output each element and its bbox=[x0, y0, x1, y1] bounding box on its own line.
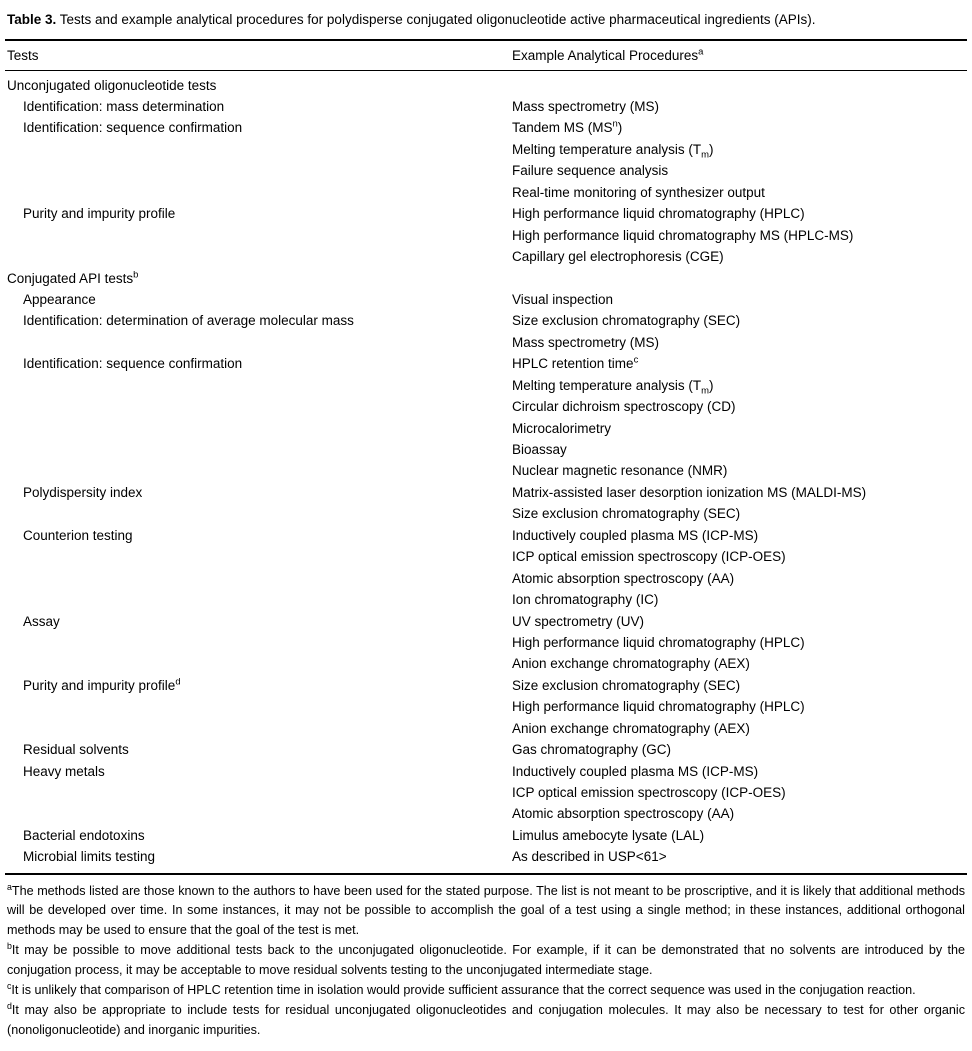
test-cell: Bacterial endotoxins bbox=[23, 827, 145, 843]
procedure-cell: Inductively coupled plasma MS (ICP-MS) bbox=[512, 527, 759, 543]
test-cell: Identification: sequence confirmation bbox=[23, 120, 243, 136]
procedure-cell: HPLC retention time$^c$ bbox=[512, 354, 639, 372]
table-row bbox=[5, 504, 967, 525]
procedure-cell: Melting temperature analysis $(T_m)$ bbox=[512, 377, 714, 397]
test-cell bbox=[5, 632, 510, 653]
procedure-cell bbox=[510, 70, 967, 96]
procedure-cell: Size exclusion chromatography (SEC) bbox=[512, 677, 741, 693]
test-cell: Assay bbox=[23, 613, 60, 629]
procedure-cell: Bioassay bbox=[512, 442, 567, 457]
table-row bbox=[5, 761, 967, 782]
header-row bbox=[5, 40, 967, 71]
table-row bbox=[5, 697, 967, 718]
procedure-cell: Melting temperature analysis $(T_m)$ bbox=[512, 141, 714, 161]
table-row bbox=[5, 246, 967, 267]
table-number: Table 3. bbox=[7, 12, 57, 27]
test-cell bbox=[5, 225, 510, 246]
footnote bbox=[7, 1001, 965, 1041]
table-row bbox=[5, 332, 967, 353]
procedure-cell: Microcalorimetry bbox=[512, 420, 612, 436]
table-row bbox=[5, 311, 967, 332]
test-cell: Polydispersity index bbox=[23, 484, 143, 500]
table-row bbox=[5, 268, 967, 289]
procedure-cell: Gas chromatography (GC) bbox=[512, 742, 672, 758]
procedure-cell: Matrix-assisted laser desorption ionization MS (MALDI-MS) bbox=[512, 484, 867, 500]
table-row bbox=[5, 825, 967, 846]
procedure-cell: Size exclusion chromatography (SEC) bbox=[512, 313, 741, 329]
procedure-cell: As described in USP<61> bbox=[512, 849, 667, 865]
procedure-cell: Mass spectrometry (MS) bbox=[512, 99, 660, 114]
footnote-marker: a bbox=[7, 881, 12, 892]
table-header bbox=[5, 40, 967, 71]
table-row bbox=[5, 804, 967, 825]
test-cell bbox=[5, 375, 510, 396]
table-row bbox=[5, 654, 967, 675]
table-caption bbox=[5, 8, 967, 39]
table-row bbox=[5, 118, 967, 139]
procedure-cell: Capillary gel electrophoresis (CGE) bbox=[512, 249, 724, 265]
table-row bbox=[5, 225, 967, 246]
column-header-tests: Tests bbox=[5, 40, 510, 71]
procedure-cell: Anion exchange chromatography (AEX) bbox=[512, 720, 750, 736]
table-row bbox=[5, 782, 967, 803]
test-cell: Appearance bbox=[23, 291, 96, 307]
test-cell bbox=[5, 246, 510, 267]
procedure-cell: ICP optical emission spectroscopy (ICP-OES) bbox=[512, 549, 786, 565]
procedure-cell: Anion exchange chromatography (AEX) bbox=[512, 656, 750, 672]
footnote-marker: d bbox=[7, 1000, 12, 1011]
table-row bbox=[5, 182, 967, 203]
table-row bbox=[5, 847, 967, 874]
column-header-procedures: Example Analytical Procedures$^a$ bbox=[510, 40, 967, 71]
procedure-cell: Limulus amebocyte lysate (LAL) bbox=[512, 827, 705, 843]
procedure-cell: High performance liquid chromatography (HPLC) bbox=[512, 699, 805, 715]
table-row bbox=[5, 439, 967, 460]
table-row bbox=[5, 568, 967, 589]
procedure-cell: High performance liquid chromatography (HPLC) bbox=[512, 634, 805, 650]
procedure-cell: Inductively coupled plasma MS (ICP-MS) bbox=[512, 763, 759, 779]
procedure-cell: Nuclear magnetic resonance (NMR) bbox=[512, 463, 728, 479]
test-cell bbox=[5, 697, 510, 718]
table-row bbox=[5, 718, 967, 739]
footnote-text: It may also be appropriate to include tests for residual unconjugated oligonucleotides and conjugation molecules. It may also be necessary to test for other organic (nonoligonucleotide) and inorganic impurities. bbox=[7, 1002, 965, 1037]
test-cell: Counterion testing bbox=[23, 527, 133, 543]
analytical-procedures-table bbox=[5, 39, 967, 875]
procedure-cell: Failure sequence analysis bbox=[512, 163, 669, 179]
footnote-text: It is unlikely that comparison of HPLC retention time in isolation would provide sufficient assurance that the correct sequence was used in the conjugation reaction. bbox=[11, 983, 916, 998]
test-cell: Identification: mass determination bbox=[23, 99, 225, 114]
table-row bbox=[5, 632, 967, 653]
table-row bbox=[5, 611, 967, 632]
footnote-marker: c bbox=[7, 980, 12, 991]
test-cell: Microbial limits testing bbox=[23, 849, 156, 865]
table-row bbox=[5, 96, 967, 117]
test-cell bbox=[5, 782, 510, 803]
procedure-cell: High performance liquid chromatography (HPLC) bbox=[512, 206, 805, 222]
procedure-cell: Real-time monitoring of synthesizer output bbox=[512, 184, 765, 200]
table-row bbox=[5, 547, 967, 568]
table-row bbox=[5, 589, 967, 610]
table-row bbox=[5, 482, 967, 503]
footnote-text: The methods listed are those known to the authors to have been used for the stated purpose. The list is not meant to be proscriptive, and it is likely that additional methods will be developed over time. In some instances, it may not be possible to accomplish the goal of a test using a single method; in these instances, additional orthogonal methods may be used to ensure that the goal of the test is met. bbox=[7, 883, 965, 938]
procedure-cell: Tandem MS $(MS^n)$ bbox=[512, 118, 623, 136]
footnote bbox=[7, 941, 965, 981]
test-cell: Identification: sequence confirmation bbox=[23, 356, 243, 372]
test-cell: Identification: determination of average molecular mass bbox=[23, 313, 354, 329]
procedure-cell: Mass spectrometry (MS) bbox=[512, 334, 660, 350]
table-row bbox=[5, 397, 967, 418]
footnote-text: It may be possible to move additional tests back to the unconjugated oligonucleotide. For example, if it can be demonstrated that no solvents are introduced by the conjugation process, it may be acceptable to move residual solvents testing to the unconjugated intermediate stage. bbox=[7, 943, 965, 978]
test-cell: Purity and impurity profile$^d$ bbox=[23, 676, 181, 693]
test-cell bbox=[5, 418, 510, 439]
test-cell bbox=[5, 439, 510, 460]
footnote bbox=[7, 882, 965, 942]
procedure-cell: Ion chromatography (IC) bbox=[512, 592, 659, 608]
procedure-cell: Circular dichroism spectroscopy (CD) bbox=[512, 399, 736, 415]
table-body bbox=[5, 70, 967, 874]
test-cell bbox=[5, 161, 510, 182]
table-row bbox=[5, 70, 967, 96]
footnotes bbox=[5, 875, 967, 1041]
table-row bbox=[5, 375, 967, 396]
procedure-cell: Visual inspection bbox=[512, 291, 614, 307]
test-cell: Heavy metals bbox=[23, 763, 105, 779]
footnote-marker: b bbox=[7, 941, 12, 952]
test-cell bbox=[5, 182, 510, 203]
test-cell bbox=[5, 654, 510, 675]
test-cell bbox=[5, 504, 510, 525]
footnote bbox=[7, 981, 965, 1001]
table-row bbox=[5, 139, 967, 160]
test-cell: Conjugated API tests$^b$ bbox=[7, 269, 139, 286]
table-row bbox=[5, 418, 967, 439]
procedure-cell: UV spectrometry (UV) bbox=[512, 613, 645, 629]
table-row bbox=[5, 740, 967, 761]
table-caption-text: Tests and example analytical procedures for polydisperse conjugated oligonucleotide active pharmaceutical ingredients (APIs). bbox=[56, 12, 816, 27]
procedure-cell bbox=[510, 268, 967, 289]
table-row bbox=[5, 354, 967, 375]
procedure-cell: Size exclusion chromatography (SEC) bbox=[512, 506, 741, 522]
table-row bbox=[5, 161, 967, 182]
table-row bbox=[5, 289, 967, 310]
procedure-cell: ICP optical emission spectroscopy (ICP-OES) bbox=[512, 785, 786, 800]
test-cell bbox=[5, 139, 510, 160]
table-row bbox=[5, 675, 967, 696]
test-cell bbox=[5, 804, 510, 825]
table-row bbox=[5, 204, 967, 225]
test-cell bbox=[5, 397, 510, 418]
procedure-cell: Atomic absorption spectroscopy (AA) bbox=[512, 570, 735, 586]
test-cell bbox=[5, 547, 510, 568]
test-cell bbox=[5, 332, 510, 353]
procedure-cell: High performance liquid chromatography MS (HPLC-MS) bbox=[512, 227, 854, 243]
test-cell: Unconjugated oligonucleotide tests bbox=[7, 77, 217, 93]
test-cell bbox=[5, 718, 510, 739]
procedure-cell: Atomic absorption spectroscopy (AA) bbox=[512, 806, 735, 822]
test-cell bbox=[5, 461, 510, 482]
test-cell bbox=[5, 589, 510, 610]
table-row bbox=[5, 461, 967, 482]
test-cell: Residual solvents bbox=[23, 742, 129, 758]
test-cell: Purity and impurity profile bbox=[23, 206, 176, 222]
table-row bbox=[5, 525, 967, 546]
test-cell bbox=[5, 568, 510, 589]
